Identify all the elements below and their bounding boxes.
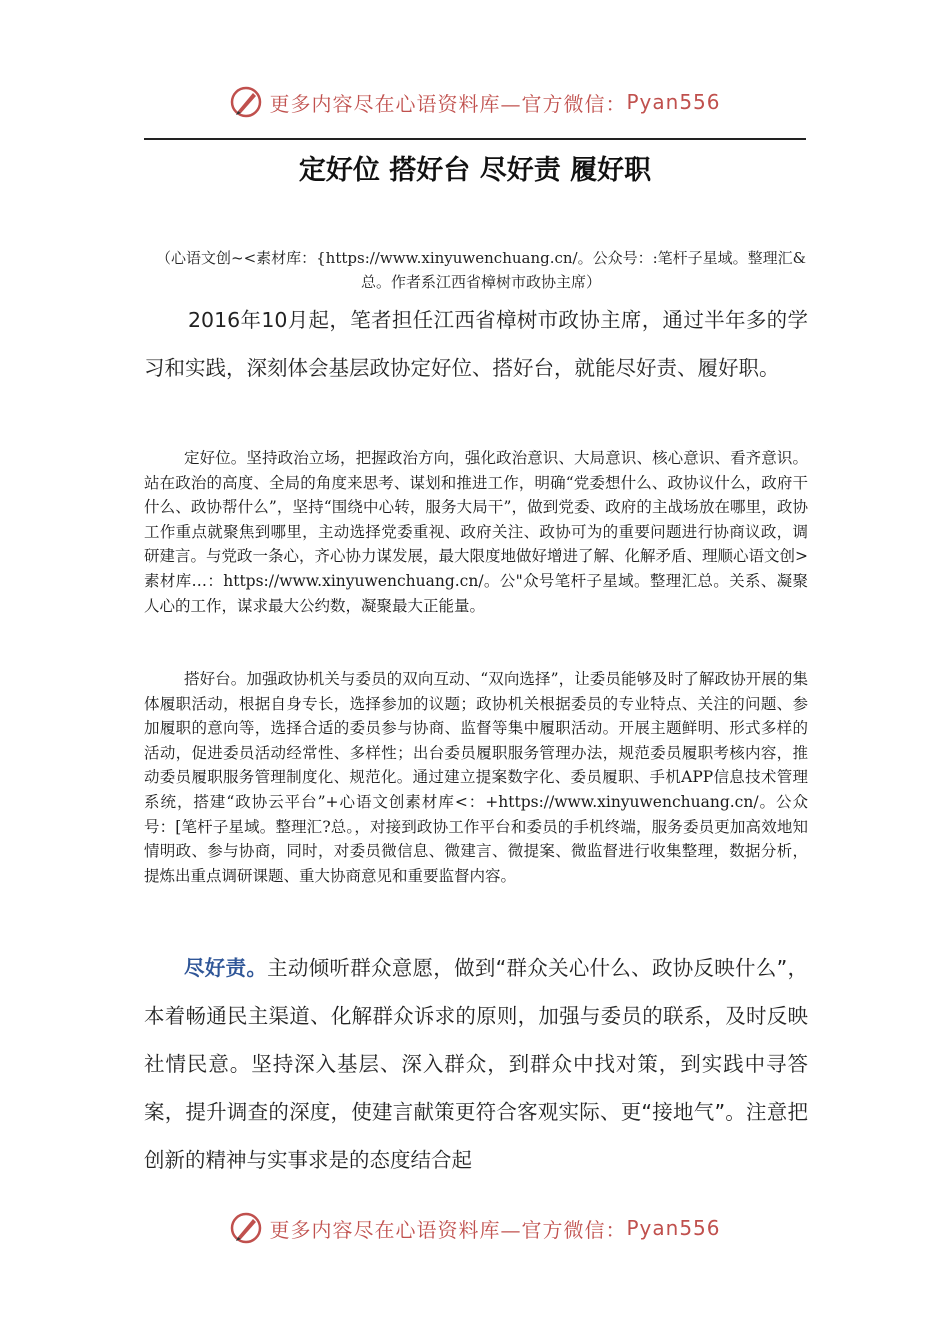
- header-banner: [0, 82, 950, 122]
- banner-wechat-id: Pyan556: [626, 90, 721, 114]
- paragraph-positioning: 定好位。坚持政治立场，把握政治方向，强化政治意识、大局意识、核心意识、看齐意识。站在政治的高度、全局的角度来思考、谋划和推进工作，明确“党委想什么、政协议什么，政府干什么、政协帮什么”，坚持“围绕中心转，服务大局干”，做到党委、政府的主战场放在哪里，政协工作重点就聚焦到哪里，主动选择党委重视、政府关注、政协可为的重要问题进行协商议政，调研建言。与党政一条心，齐心协力谋发展，最大限度地做好增进了解、化解矛盾、理顺心语文创>素材库…：https://www.xinyuwenchuang.cn/。公"众号笔杆子星域。整理汇总。关系、凝聚人心的工作，谋求最大公约数，凝聚最大正能量。: [144, 449, 808, 615]
- paragraph-responsibility: [144, 944, 808, 1184]
- banner-text: 更多内容尽在心语资料库—官方微信：: [269, 91, 627, 116]
- source-note: （心语文创~<素材库：{https://www.xinyuwenchuang.cn/。公众号：:笔杆子星域。整理汇&总。作者系江西省樟树市政协主席）: [156, 249, 807, 291]
- pen-logo-icon: [229, 1211, 263, 1245]
- footer-banner: [0, 1208, 950, 1248]
- responsibility-body: 主动倾听群众意愿，做到“群众关心什么、政协反映什么”，本着畅通民主渠道、化解群众诉求的原则，加强与委员的联系，及时反映社情民意。坚持深入基层、深入群众，到群众中找对策，到实践中寻答案，提升调查的深度，使建言献策更符合客观实际、更“接地气”。注意把创新的精神与实事求是的态度结合起: [144, 956, 808, 1172]
- header-divider: [144, 138, 806, 140]
- footer-banner-text: 更多内容尽在心语资料库—官方微信：: [269, 1217, 627, 1242]
- pen-logo-icon: [229, 85, 263, 119]
- paragraph-platform: 搭好台。加强政协机关与委员的双向互动、“双向选择”，让委员能够及时了解政协开展的集体履职活动，根据自身专长，选择参加的议题；政协机关根据委员的专业特点、关注的问题、参加履职的意向等，选择合适的委员参与协商、监督等集中履职活动。开展主题鲜明、形式多样的活动，促进委员活动经常性、多样性；出台委员履职服务管理办法，规范委员履职考核内容，推动委员履职服务管理制度化、规范化。通过建立提案数字化、委员履职、手机APP信息技术管理系统，搭建“政协云平台”+心语文创素材库<：+https://www.xinyuwenchuang.cn/。公众号：[笔杆子星域。整理汇?总。，对接到政协工作平台和委员的手机终端，服务委员更加高效地知情明政、参与协商，同时，对委员微信息、微建言、微提案、微监督进行收集整理，数据分析，提炼出重点调研课题、重大协商意见和重要监督内容。: [144, 670, 808, 885]
- footer-banner-wechat-id: Pyan556: [626, 1216, 721, 1240]
- intro-paragraph: 2016年10月起，笔者担任江西省樟树市政协主席，通过半年多的学习和实践，深刻体会基层政协定好位、搭好台，就能尽好责、履好职。: [144, 308, 808, 380]
- page-title: 定好位 搭好台 尽好责 履好职: [298, 155, 652, 186]
- responsibility-lead: 尽好责。: [184, 956, 268, 980]
